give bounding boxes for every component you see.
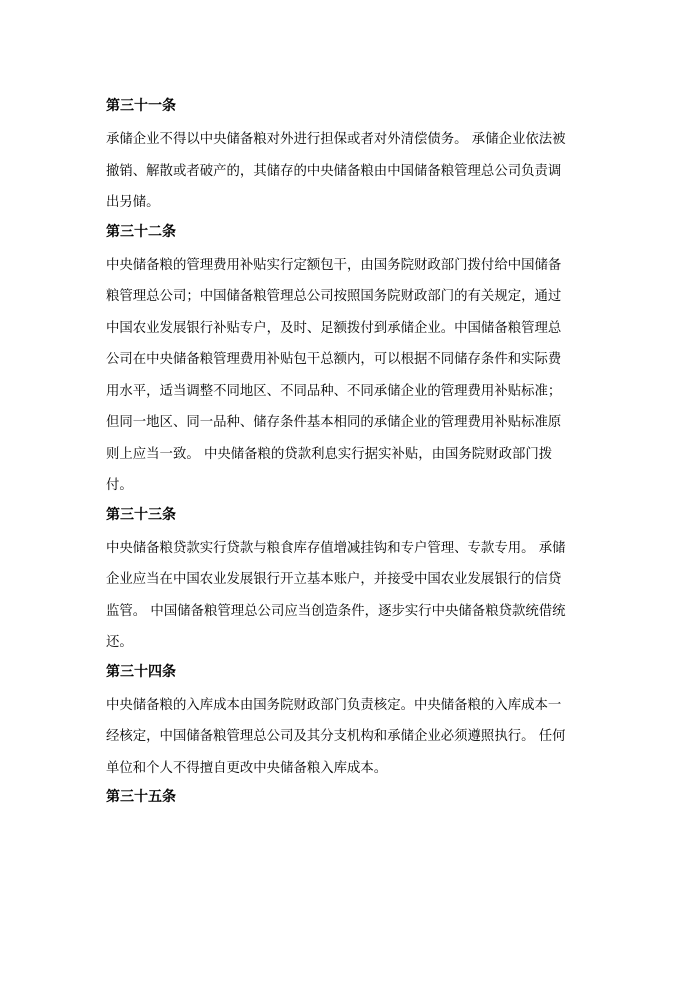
article-heading: 第三十二条 <box>106 223 176 240</box>
paragraph-line: 承储企业不得以中央储备粮对外进行担保或者对外清偿债务。 承储企业依法被 <box>106 132 566 147</box>
article-35 <box>106 784 596 810</box>
paragraph-line: 出另储。 <box>106 195 160 210</box>
paragraph-line: 但同一地区、同一品种、储存条件基本相同的承储企业的管理费用补贴标准原 <box>106 415 562 430</box>
article-31 <box>106 93 596 219</box>
paragraph-line: 还。 <box>106 635 133 650</box>
article-33 <box>106 502 596 659</box>
paragraph-line: 中央储备粮的入库成本由国务院财政部门负责核定。中央储备粮的入库成本一 <box>106 697 562 713</box>
paragraph-line: 中央储备粮的管理费用补贴实行定额包干，由国务院财政部门拨付给中国储备 <box>106 257 562 273</box>
paragraph-line: 则上应当一致。 中央储备粮的贷款利息实行据实补贴，由国务院财政部门拨 <box>106 446 553 462</box>
paragraph-line: 公司在中央储备粮管理费用补贴包干总额内，可以根据不同储存条件和实际费 <box>106 352 562 367</box>
paragraph-line: 粮管理总公司；中国储备粮管理总公司按照国务院财政部门的有关规定，通过 <box>106 289 562 304</box>
paragraph-line: 撤销、解散或者破产的，其储存的中央储备粮由中国储备粮管理总公司负责调 <box>106 163 562 179</box>
paragraph-line: 中央储备粮贷款实行贷款与粮食库存值增减挂钩和专户管理、专款专用。 承储 <box>106 540 566 556</box>
article-34 <box>106 659 596 785</box>
article-heading: 第三十五条 <box>106 789 176 805</box>
paragraph-line: 中国农业发展银行补贴专户，及时、足额拨付到承储企业。中国储备粮管理总 <box>106 320 562 336</box>
article-32 <box>106 219 596 502</box>
paragraph-line: 企业应当在中国农业发展银行开立基本账户，并接受中国农业发展银行的信贷 <box>106 572 562 587</box>
paragraph-line: 用水平，适当调整不同地区、不同品种、不同承储企业的管理费用补贴标准； <box>106 383 562 399</box>
paragraph-line: 付。 <box>106 478 133 493</box>
paragraph-line: 监管。 中国储备粮管理总公司应当创造条件，逐步实行中央储备粮贷款统借统 <box>106 603 566 619</box>
article-heading: 第三十四条 <box>106 663 176 680</box>
article-heading: 第三十三条 <box>106 506 176 523</box>
paragraph-line: 经核定，中国储备粮管理总公司及其分支机构和承储企业必须遵照执行。 任何 <box>106 729 566 744</box>
document-page <box>106 93 596 815</box>
article-heading: 第三十一条 <box>106 98 176 114</box>
paragraph-line: 单位和个人不得擅自更改中央储备粮入库成本。 <box>106 760 388 776</box>
